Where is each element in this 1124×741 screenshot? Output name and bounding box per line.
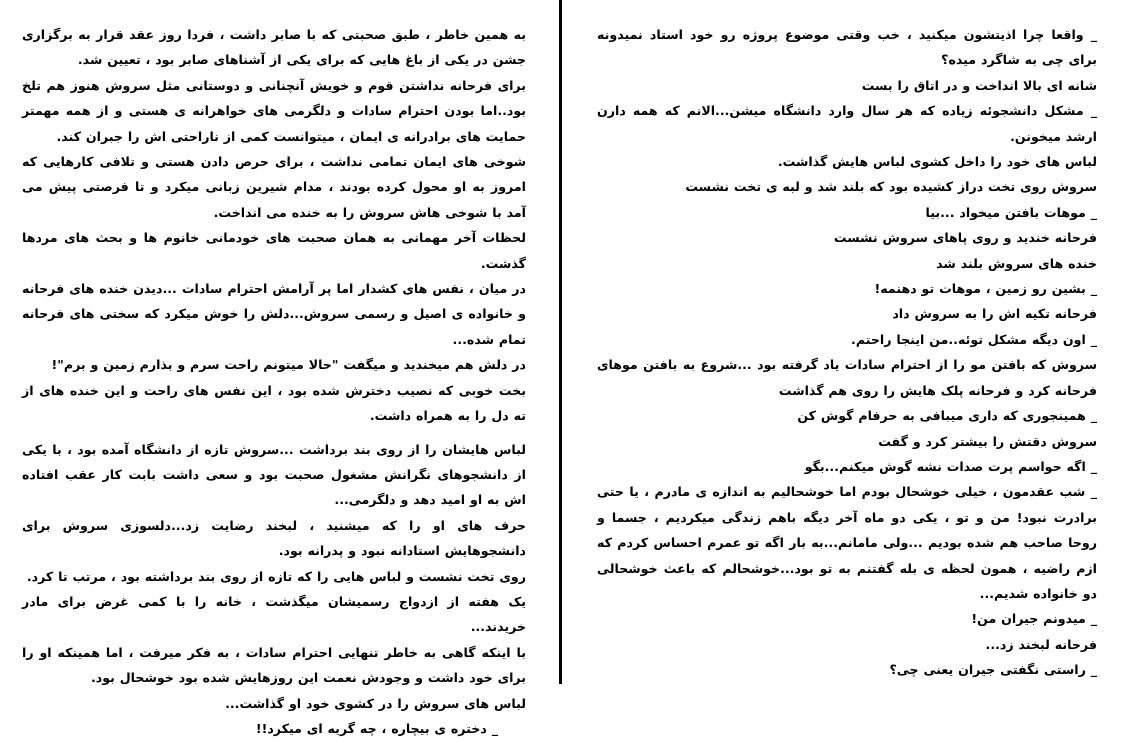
right-column-paragraph: فرحانه تکیه اش را به سروش داد <box>892 306 1097 322</box>
left-column-paragraph: لباس های سروش را در کشوی خود او گذاشت... <box>225 695 526 711</box>
right-column-paragraph: _ همینجوری که داری میبافی به حرفام گوش کن <box>797 408 1097 424</box>
right-page-column <box>597 22 1097 683</box>
left-page-column <box>22 22 526 741</box>
right-column-paragraph: فرحانه خندید و روی پاهای سروش نشست <box>833 230 1097 246</box>
left-column-paragraph: در میان ، نفس های کشدار اما پر آرامش احترام سادات ...دیدن خنده های فرحانه و خانواده ی اصیل و رسمی سروش...دلش را خوش میکرد که سختی های فرحانه تمام شده... <box>22 281 526 347</box>
right-column-paragraph: _ موهات بافتن میخواد ...بیا <box>925 204 1097 220</box>
right-column-paragraph: _ میدونم جیران من! <box>971 611 1097 627</box>
right-column-paragraph: _ بشین رو زمین ، موهات تو دهنمه! <box>874 281 1097 297</box>
right-column-paragraph: سروش دقتش را بیشتر کرد و گفت <box>878 433 1097 449</box>
right-column-paragraph: _ واقعا چرا اذیتشون میکنید ، خب وقتی موضوع پروژه رو خود استاد نمیدونه برای چی به شاگرد میده؟ <box>597 27 1097 68</box>
right-column-paragraph: فرحانه لبخند زد... <box>985 636 1097 652</box>
right-column-paragraph: خنده های سروش بلند شد <box>936 255 1097 271</box>
page-divider <box>559 0 562 684</box>
right-column-paragraph: سروش که بافتن مو را از احترام سادات یاد گرفته بود ...شروع به بافتن موهای فرحانه کرد و فرحانه پلک هایش را روی هم گذاشت <box>597 357 1097 398</box>
right-column-paragraph: لباس های خود را داخل کشوی لباس هایش گذاشت. <box>777 154 1097 170</box>
left-column-paragraph: در دلش هم میخندید و میگفت "حالا میتونم راحت سرم و بذارم زمین و برم"! <box>51 357 526 373</box>
right-column-paragraph: _ اگه حواسم پرت صدات نشه گوش میکنم...بگو <box>804 458 1097 474</box>
left-column-paragraph: برای فرحانه نداشتن قوم و خویش آنچنانی و دوستانی مثل سروش هنوز هم تلخ بود..اما بودن احترام سادات و دلگرمی های خواهرانه ی هستی و از همه مهمتر حمایت های برادرانه ی ایمان ، میتوانست کمی از ناراحتی اش را جبران کند. <box>22 77 526 144</box>
left-column-paragraph: لحظات آخر مهمانی به همان صحبت های خودمانی خانوم ها و بحث های مردها گذشت. <box>22 230 526 271</box>
left-column-paragraph: حرف های او را که میشنید ، لبخند رضایت زد...دلسوزی سروش برای دانشجوهایش استادانه نبود و پدرانه بود. <box>22 517 526 559</box>
right-column-paragraph: _ شب عقدمون ، خیلی خوشحال بودم اما خوشحالیم به اندازه ی مادرم ، یا حتی برادرت نبود! من و تو ، یکی دو ماه آخر دیگه باهم زندگی میکردیم ، جسما و روحا صاحب هم شده بودیم ...ولی مامانم...به بار اگه تو عمرم احساس کردم که ازم راضیه ، همون لحظه ی بله گفتنم به تو بود...خوشحالم که باعث خوشحالی دو خانواده شدیم... <box>597 484 1097 601</box>
left-column-paragraph: با اینکه گاهی به خاطر تنهایی احترام سادات ، به فکر میرفت ، اما همینکه او را برای خود داشت و وجودش نعمت این روزهایش شده بود خوشحال بود. <box>22 644 526 686</box>
right-column-paragraph: سروش روی تخت دراز کشیده بود که بلند شد و لبه ی تخت نشست <box>685 179 1097 195</box>
left-column-paragraph: به همین خاطر ، طبق صحبتی که با صابر داشت ، فردا روز عقد قرار به برگزاری جشن در یکی از باغ هایی که برای یکی از آشناهای صابر بود ، تعیین شد. <box>22 27 526 68</box>
left-column-paragraph: _ دختره ی بیچاره ، چه گریه ای میکرد!! <box>255 720 498 736</box>
left-column-paragraph: شوخی های ایمان تمامی نداشت ، برای حرص دادن هستی و تلافی کارهایی که امروز به او محول کرده بودند ، مدام شیرین زبانی میکرد و تا فرصتی پیش می آمد با شوخی هاش سروش را به خنده می انداخت. <box>22 154 526 220</box>
right-column-paragraph: _ مشکل دانشجوئه زیاده که هر سال وارد دانشگاه میشن...الانم که همه دارن ارشد میخونن. <box>597 103 1097 144</box>
right-column-paragraph: _ اون دیگه مشکل توئه..من اینجا راحتم. <box>851 331 1097 347</box>
left-column-paragraph: لباس هایشان را از روی بند برداشت ...سروش تازه از دانشگاه آمده بود ، با یکی از دانشجوهای نگرانش مشغول صحبت بود و سعی داشت بابت کار عقب افتاده اش به او امید دهد و دلگرمی... <box>22 441 526 508</box>
left-column-paragraph: روی تخت نشست و لباس هایی را که تازه از روی بند برداشته بود ، مرتب تا کرد. <box>26 568 526 584</box>
right-column-paragraph: شانه ای بالا انداخت و در اتاق را بست <box>861 77 1097 93</box>
left-column-paragraph: یک هفته از ازدواج رسمیشان میگذشت ، خانه را با کمی غرض برای مادر خریدند... <box>22 593 526 635</box>
left-column-paragraph: بخت خوبی که نصیب دخترش شده بود ، این نفس های راحت و این خنده های از ته دل را به همراه داشت. <box>22 382 526 424</box>
right-column-paragraph: _ راستی نگفتی جیران یعنی چی؟ <box>889 662 1097 678</box>
